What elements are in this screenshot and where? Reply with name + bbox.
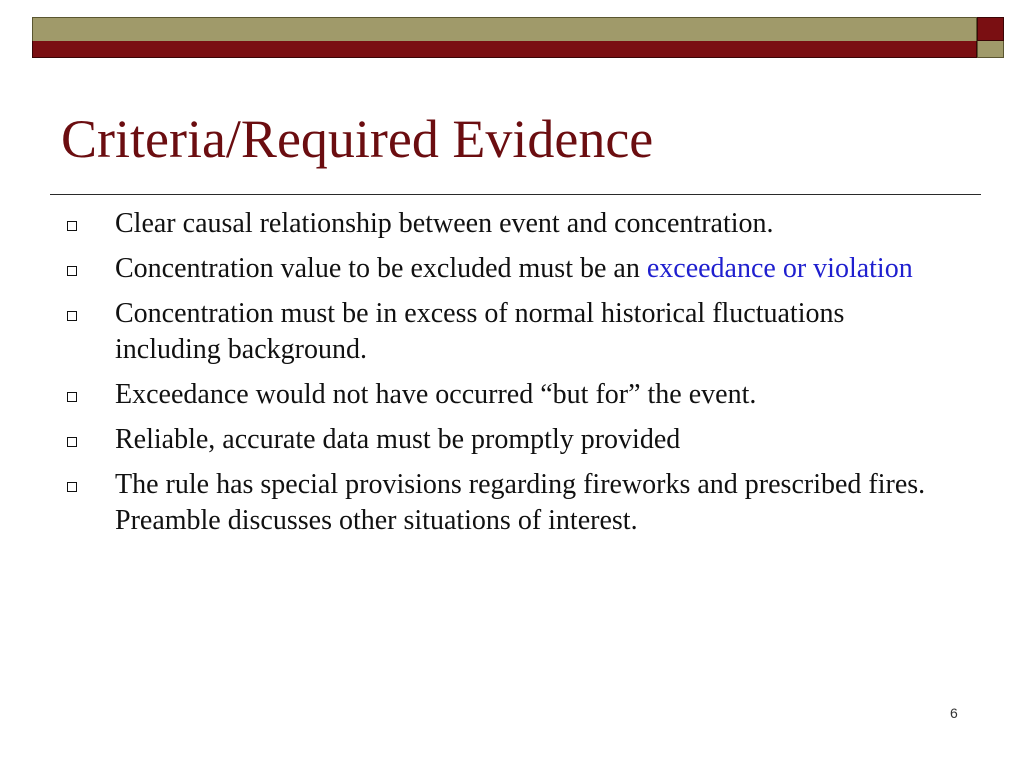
bullet-item [0, 377, 935, 413]
bullet-item [0, 422, 935, 458]
header-olive-bar [32, 17, 977, 41]
bullet-text: Concentration must be in excess of normal historical fluctuations including background. [115, 298, 845, 365]
slide-title: Criteria/Required Evidence [61, 109, 654, 169]
bullet-item [0, 296, 935, 368]
square-bullet-icon [67, 392, 77, 402]
bullet-item [0, 206, 935, 242]
bullet-text: Concentration value to be excluded must be an [115, 253, 647, 284]
square-bullet-icon [67, 311, 77, 321]
header-olive-square [977, 41, 1004, 58]
header-maroon-square [977, 17, 1004, 41]
square-bullet-icon [67, 482, 77, 492]
title-divider [50, 194, 981, 195]
bullet-text: Reliable, accurate data must be promptly provided [115, 424, 681, 455]
bullet-item [0, 467, 935, 539]
bullet-item [0, 251, 935, 287]
square-bullet-icon [67, 437, 77, 447]
square-bullet-icon [67, 221, 77, 231]
bullet-list [0, 206, 1024, 548]
bullet-accent-text: exceedance or violation [646, 253, 913, 284]
square-bullet-icon [67, 266, 77, 276]
bullet-text: Exceedance would not have occurred “but for” the event. [115, 379, 757, 410]
bullet-text: Clear causal relationship between event and concentration. [115, 208, 774, 239]
page-number: 6 [950, 705, 958, 721]
bullet-text: The rule has special provisions regarding fireworks and prescribed fires. Preamble discusses other situations of interest. [115, 469, 926, 536]
header-maroon-bar [32, 41, 977, 58]
